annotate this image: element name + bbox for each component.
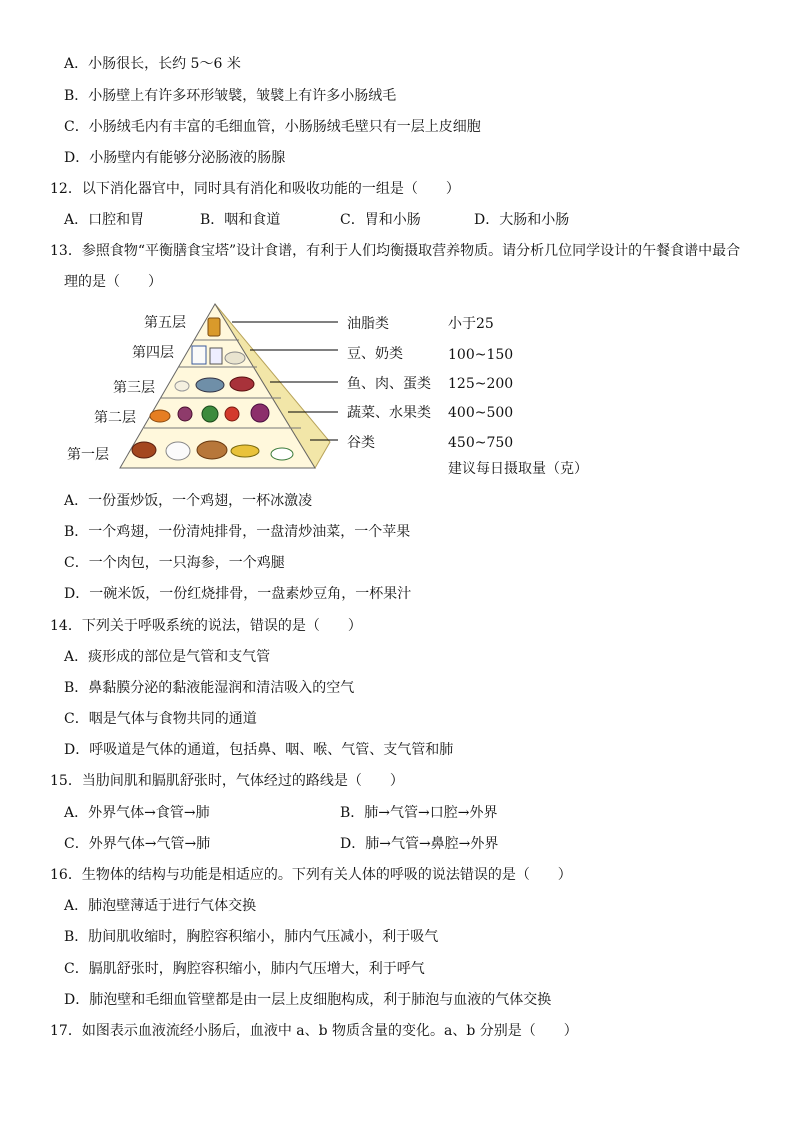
q12-option-a: A．口腔和胃 [64,212,145,228]
q15-stem: 15．当肋间肌和膈肌舒张时，气体经过的路线是（ ） [50,773,404,789]
q15-option-b: B．肺→气管→口腔→外界 [340,805,498,821]
carrot-icon [150,410,170,422]
q12-stem: 12．以下消化器官中，同时具有消化和吸收功能的一组是（ ） [50,181,460,197]
layer-label-4: 第四层 [132,345,174,361]
amount-bean-dairy: 100~150 [448,347,514,363]
q15-option-a: A．外界气体→食管→肺 [64,805,210,821]
category-label-veg-fruit: 蔬菜、水果类 [347,405,431,421]
q16-stem: 16．生物体的结构与功能是相适应的。下列有关人体的呼吸的说法错误的是（ ） [50,867,572,883]
q16-option-c: C．膈肌舒张时，胸腔容积缩小，肺内气压增大，利于呼气 [64,961,425,977]
tomato-icon [225,407,239,421]
tofu-icon [225,352,245,364]
q11-option-b: B．小肠壁上有许多环形皱襞，皱襞上有许多小肠绒毛 [64,88,397,104]
category-label-bean-dairy: 豆、奶类 [347,346,403,362]
q14-option-b: B．鼻黏膜分泌的黏液能湿润和清洁吸入的空气 [64,680,355,696]
bread-icon [197,441,227,459]
q13-stem-line2: 理的是（ ） [64,274,162,290]
food-pyramid-figure [60,300,620,480]
category-label-fish-meat-egg: 鱼、肉、蛋类 [347,376,431,392]
corn-icon [231,445,259,457]
q14-stem: 14．下列关于呼吸系统的说法，错误的是（ ） [50,618,362,634]
amount-grain: 450~750 [448,435,514,451]
q14-option-a: A．痰形成的部位是气管和支气管 [64,649,271,665]
q14-option-c: C．咽是气体与食物共同的通道 [64,711,257,727]
q13-option-c: C．一个肉包，一只海参，一个鸡腿 [64,555,285,571]
q16-option-b: B．肋间肌收缩时，胸腔容积缩小，肺内气压减小，利于吸气 [64,929,439,945]
rice-bowl-icon [271,448,293,460]
amount-oil: 小于25 [448,316,494,332]
q12-option-c: C．胃和小肠 [340,212,421,228]
fish-icon [196,378,224,392]
layer-label-2: 第二层 [94,410,136,426]
milk-carton-icon [192,346,206,364]
milk-glass-icon [210,348,222,364]
amount-fish-meat-egg: 125~200 [448,376,514,392]
q15-option-c: C．外界气体→气管→肺 [64,836,211,852]
q11-option-d: D．小肠壁内有能够分泌肠液的肠腺 [64,150,286,166]
q13-option-a: A．一份蛋炒饭，一个鸡翅，一杯冰激凌 [64,493,313,509]
q12-option-d: D．大肠和小肠 [474,212,570,228]
q14-option-d: D．呼吸道是气体的通道，包括鼻、咽、喉、气管、支气管和肺 [64,742,454,758]
q16-option-a: A．肺泡壁薄适于进行气体交换 [64,898,257,914]
category-label-grain: 谷类 [347,435,375,451]
q13-stem-line1: 13．参照食物“平衡膳食宝塔”设计食谱，有利于人们均衡摄取营养物质。请分析几位同学设计的午餐食谱中最合 [50,243,741,259]
sausage-icon [132,442,156,458]
amount-veg-fruit: 400~500 [448,405,514,421]
layer-label-1: 第一层 [67,447,109,463]
figure-caption: 建议每日摄取量（克） [448,461,588,477]
q12-option-b: B．咽和食道 [200,212,281,228]
q17-stem: 17．如图表示血液流经小肠后，血液中 a、b 物质含量的变化。a、b 分别是（ ） [50,1023,578,1039]
grapes-icon [251,404,269,422]
steamed-bun-icon [166,442,190,460]
q11-option-c: C．小肠绒毛内有丰富的毛细血管，小肠肠绒毛壁只有一层上皮细胞 [64,119,481,135]
onion-icon [178,407,192,421]
q16-option-d: D．肺泡壁和毛细血管壁都是由一层上皮细胞构成，利于肺泡与血液的气体交换 [64,992,552,1008]
q13-option-d: D．一碗米饭，一份红烧排骨，一盘素炒豆角，一杯果汁 [64,586,412,602]
layer-label-3: 第三层 [113,380,155,396]
broccoli-icon [202,406,218,422]
oil-bottle-icon [208,318,220,336]
layer-label-5: 第五层 [144,315,186,331]
category-label-oil: 油脂类 [347,316,389,332]
meat-icon [230,377,254,391]
q13-option-b: B．一个鸡翅，一份清炖排骨，一盘清炒油菜，一个苹果 [64,524,411,540]
q15-option-d: D．肺→气管→鼻腔→外界 [340,836,499,852]
egg-icon [175,381,189,391]
q11-option-a: A．小肠很长，长约 5～6 米 [64,56,241,72]
